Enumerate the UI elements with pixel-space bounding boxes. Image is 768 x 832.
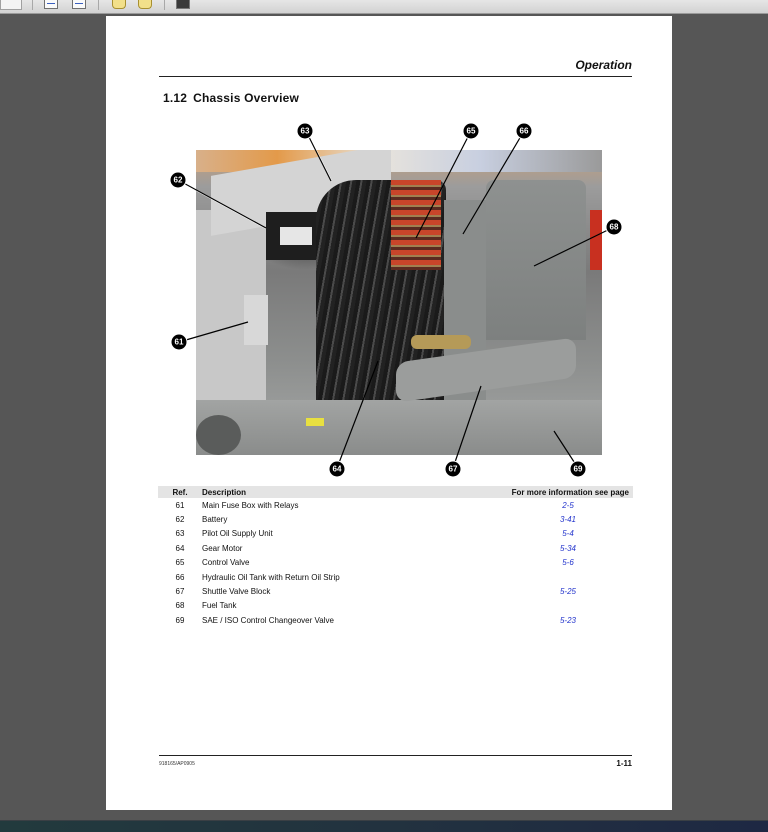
- table-row: [158, 527, 633, 541]
- table-row: [158, 541, 633, 555]
- page-number-input[interactable]: [0, 0, 22, 10]
- callout-65: 65: [464, 124, 479, 139]
- callout-68: 68: [607, 220, 622, 235]
- row-description: Main Fuse Box with Relays: [202, 500, 299, 510]
- page-title: [163, 91, 299, 105]
- row-description: Hydraulic Oil Tank with Return Oil Strip: [202, 572, 340, 582]
- page-link[interactable]: 5-25: [559, 587, 576, 597]
- table-row: [158, 512, 633, 526]
- fit-width-icon[interactable]: [44, 0, 58, 9]
- callout-64: 64: [330, 462, 345, 477]
- callout-63: 63: [298, 124, 313, 139]
- row-ref: 66: [175, 572, 185, 582]
- page-link[interactable]: 3-41: [559, 515, 576, 525]
- photo-red-part: [590, 210, 602, 270]
- table-row: [158, 584, 633, 598]
- photo-wheel-hub: [196, 415, 241, 455]
- page-link[interactable]: 5-34: [559, 543, 576, 553]
- table-row: [158, 556, 633, 570]
- row-description: SAE / ISO Control Changeover Valve: [202, 615, 334, 625]
- row-ref: 62: [175, 515, 185, 525]
- taskbar: [0, 820, 768, 832]
- page-link[interactable]: 5-4: [562, 529, 574, 539]
- row-description: Battery: [202, 515, 228, 525]
- page-link[interactable]: 2-5: [562, 500, 574, 510]
- row-ref: 64: [175, 543, 185, 553]
- section-title: Chassis Overview: [193, 91, 300, 105]
- toolbar-separator: [98, 0, 99, 10]
- row-ref: 68: [175, 601, 185, 611]
- photo-brass-fitting: [411, 335, 471, 349]
- row-ref: 67: [175, 587, 185, 597]
- photo-battery-label: [280, 227, 312, 245]
- toolbar-separator: [164, 0, 165, 10]
- snapshot-icon[interactable]: [176, 0, 190, 9]
- photo-yellow-label: [306, 418, 324, 426]
- page-link[interactable]: 5-23: [559, 615, 576, 625]
- header-page: For more information see page: [511, 487, 629, 497]
- row-description: Fuel Tank: [202, 601, 237, 611]
- callout-67: 67: [446, 462, 461, 477]
- row-ref: 63: [175, 529, 185, 539]
- page-number: 1-11: [616, 759, 632, 768]
- row-description: Pilot Oil Supply Unit: [202, 529, 273, 539]
- header-description: Description: [202, 487, 247, 497]
- table-header: [158, 486, 633, 498]
- section-header: Operation: [575, 58, 632, 72]
- viewer-toolbar: [0, 0, 768, 14]
- row-description: Gear Motor: [202, 543, 243, 553]
- row-description: Shuttle Valve Block: [202, 587, 271, 597]
- photo-fuse-box: [244, 295, 268, 345]
- photo-fuel-tank: [486, 180, 586, 340]
- table-row: [158, 498, 633, 512]
- comment-icon[interactable]: [112, 0, 126, 9]
- callout-62: 62: [171, 173, 186, 188]
- highlight-icon[interactable]: [138, 0, 152, 9]
- document-page: [106, 16, 672, 810]
- toolbar-separator: [32, 0, 33, 10]
- photo-control-valve: [391, 180, 441, 270]
- table-row: [158, 613, 633, 627]
- fit-page-icon[interactable]: [72, 0, 86, 9]
- row-ref: 61: [175, 500, 185, 510]
- footer-rule: [159, 755, 632, 756]
- photo-frame: [196, 400, 602, 455]
- row-ref: 69: [175, 615, 185, 625]
- header-rule: [159, 76, 632, 77]
- table-row: [158, 599, 633, 613]
- callout-66: 66: [517, 124, 532, 139]
- chassis-photo: [196, 150, 602, 455]
- parts-table: [158, 486, 633, 628]
- section-number: 1.12: [163, 91, 188, 105]
- callout-61: 61: [172, 335, 187, 350]
- row-ref: 65: [175, 558, 185, 568]
- document-code: 918165/AP0905: [159, 761, 195, 767]
- row-description: Control Valve: [202, 558, 250, 568]
- callout-69: 69: [571, 462, 586, 477]
- header-ref: Ref.: [172, 487, 188, 497]
- page-link[interactable]: 5-6: [562, 558, 574, 568]
- table-row: [158, 570, 633, 584]
